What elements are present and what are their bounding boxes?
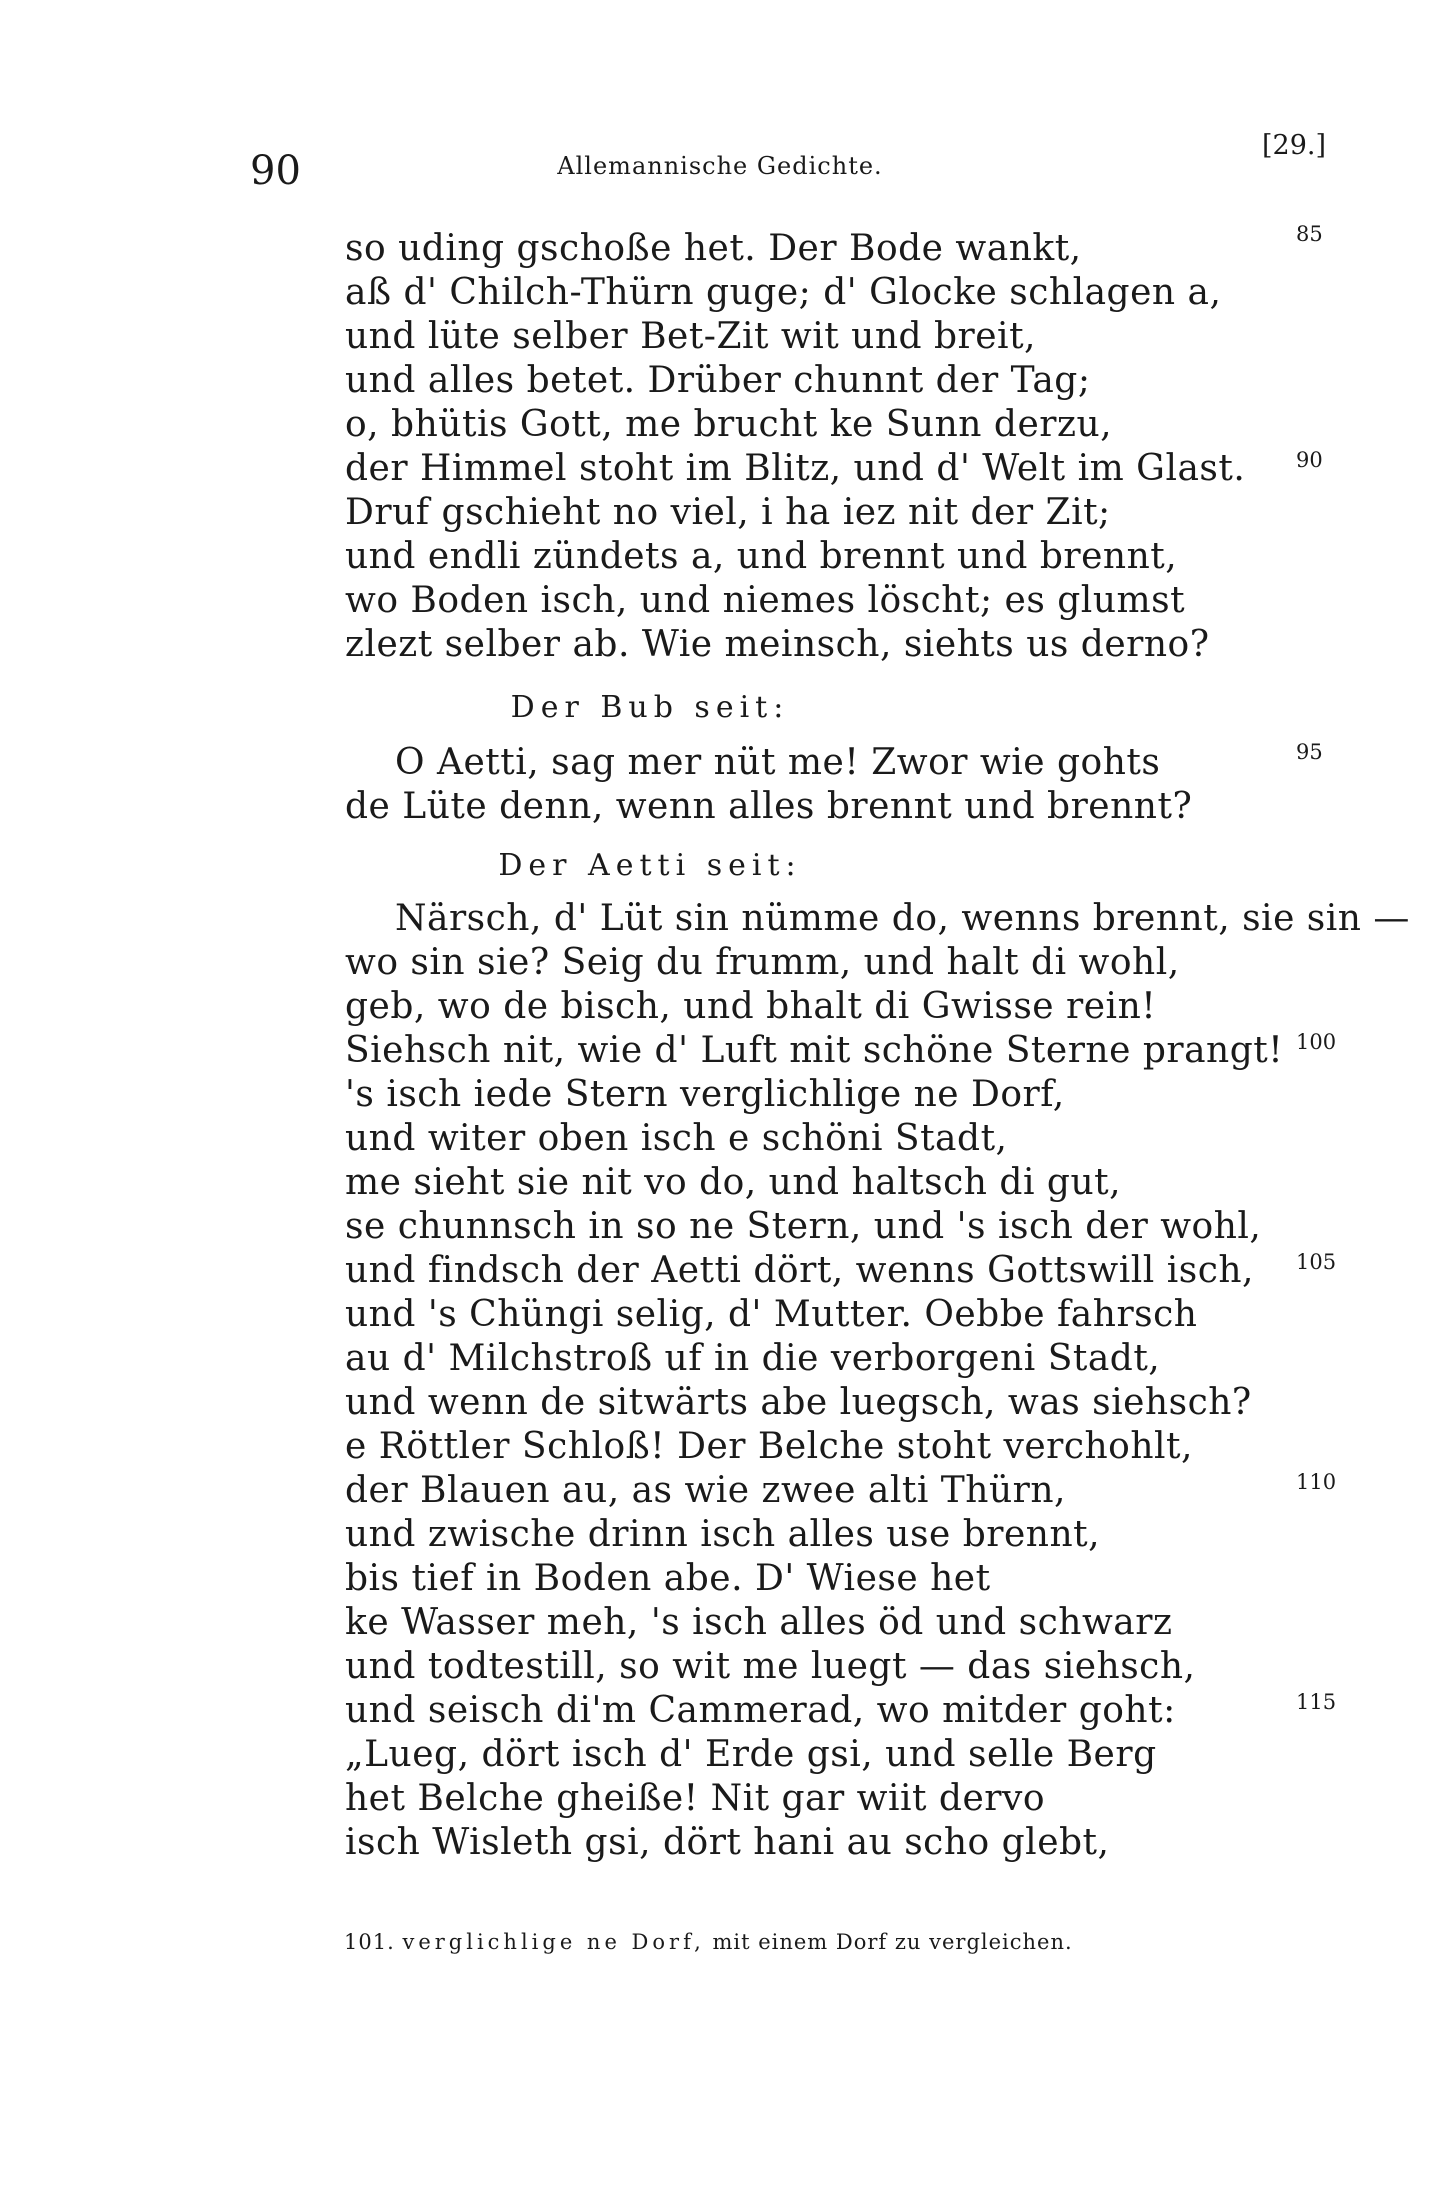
verse-line: au d' Milchstroß uf in die verborgeni Stadt, <box>345 1338 1161 1379</box>
verse-line: O Aetti, sag mer nüt me! Zwor wie gohts <box>395 742 1161 783</box>
verse-line: se chunnsch in so ne Stern, und 's isch der wohl, <box>345 1206 1262 1247</box>
verse-line: „Lueg, dört isch d' Erde gsi, und selle Berg <box>345 1734 1157 1775</box>
footnote-text: mit einem Dorf zu vergleichen. <box>712 1930 1073 1954</box>
verse-line: o, bhütis Gott, me brucht ke Sunn derzu, <box>345 404 1113 445</box>
verse-line: het Belche gheiße! Nit gar wiit dervo <box>345 1778 1045 1819</box>
verse-line: und findsch der Aetti dört, wenns Gottswill isch, <box>345 1250 1254 1291</box>
verse-line: Närsch, d' Lüt sin nümme do, wenns brennt, sie sin — <box>395 898 1410 939</box>
verse-line: und wenn de sitwärts abe luegsch, was siehsch? <box>345 1382 1252 1423</box>
line-number: 90 <box>1296 448 1323 472</box>
verse-line: wo sin sie? Seig du frumm, und halt di wohl, <box>345 942 1180 983</box>
line-number: 85 <box>1296 222 1323 246</box>
verse-line: aß d' Chilch-Thürn guge; d' Glocke schlagen a, <box>345 272 1222 313</box>
footnote <box>344 1930 1073 1954</box>
verse-line: zlezt selber ab. Wie meinsch, siehts us derno? <box>345 624 1210 665</box>
verse-line: de Lüte denn, wenn alles brennt und brennt? <box>345 786 1193 827</box>
verse-line: ke Wasser meh, 's isch alles öd und schwarz <box>345 1602 1173 1643</box>
page-number: 90 <box>250 148 301 194</box>
line-number: 115 <box>1296 1690 1337 1714</box>
footnote-number: 101. <box>344 1930 395 1954</box>
verse-line: und lüte selber Bet-Zit wit und breit, <box>345 316 1036 357</box>
line-number: 95 <box>1296 740 1323 764</box>
verse-line: und zwische drinn isch alles use brennt, <box>345 1514 1101 1555</box>
verse-line: und witer oben isch e schöni Stadt, <box>345 1118 1008 1159</box>
verse-line: der Blauen au, as wie zwee alti Thürn, <box>345 1470 1066 1511</box>
verse-line: geb, wo de bisch, und bhalt di Gwisse rein! <box>345 986 1157 1027</box>
verse-line: e Röttler Schloß! Der Belche stoht verchohlt, <box>345 1426 1193 1467</box>
verse-line: und todtestill, so wit me luegt — das siehsch, <box>345 1646 1196 1687</box>
verse-line: und alles betet. Drüber chunnt der Tag; <box>345 360 1091 401</box>
verse-line: me sieht sie nit vo do, und haltsch di gut, <box>345 1162 1122 1203</box>
verse-line: der Himmel stoht im Blitz, und d' Welt im Glast. <box>345 448 1246 489</box>
verse-line: so uding gschoße het. Der Bode wankt, <box>345 228 1082 269</box>
verse-line: und 's Chüngi selig, d' Mutter. Oebbe fahrsch <box>345 1294 1198 1335</box>
verse-line: und seisch di'm Cammerad, wo mitder goht: <box>345 1690 1176 1731</box>
speaker-heading: Der Bub seit: <box>510 690 790 725</box>
line-number: 110 <box>1296 1470 1337 1494</box>
verse-line: und endli zündets a, und brennt und brennt, <box>345 536 1178 577</box>
verse-line: Druf gschieht no viel, i ha iez nit der Zit; <box>345 492 1111 533</box>
line-number: 100 <box>1296 1030 1337 1054</box>
speaker-heading: Der Aetti seit: <box>498 848 802 883</box>
running-title: Allemannische Gedichte. <box>557 152 883 180</box>
verse-line: wo Boden isch, und niemes löscht; es glumst <box>345 580 1186 621</box>
verse-line: Siehsch nit, wie d' Luft mit schöne Sterne prangt! <box>345 1030 1284 1071</box>
verse-line: isch Wisleth gsi, dört hani au scho glebt, <box>345 1822 1110 1863</box>
line-number: 105 <box>1296 1250 1337 1274</box>
signature-mark: [29.] <box>1262 130 1327 161</box>
verse-line: 's isch iede Stern verglichlige ne Dorf, <box>345 1074 1065 1115</box>
footnote-term: verglichlige ne Dorf, <box>402 1930 705 1954</box>
verse-line: bis tief in Boden abe. D' Wiese het <box>345 1558 991 1599</box>
